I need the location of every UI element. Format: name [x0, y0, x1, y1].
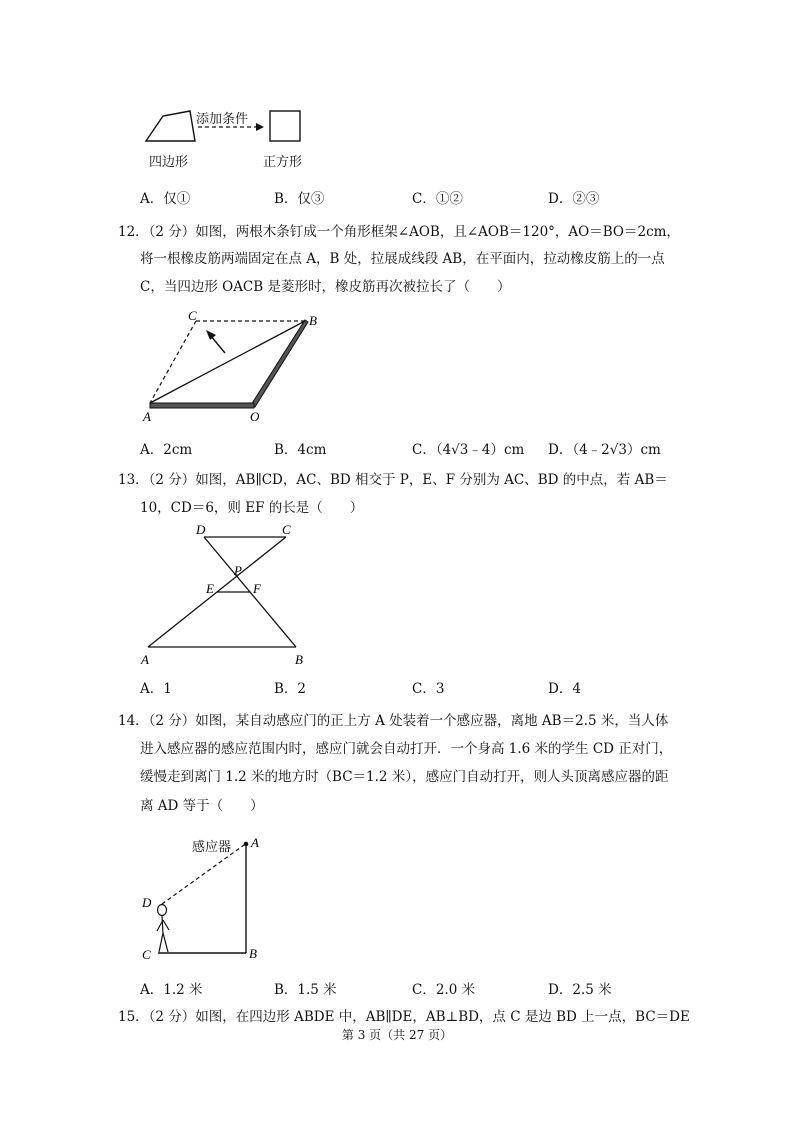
q12-line-3: C，当四边形 OACB 是菱形时，橡皮筋再次被拉长了（ ）: [140, 279, 511, 295]
q14-option-c: C．2.0 米: [412, 982, 476, 998]
q11-option-d: D．②③: [548, 191, 600, 207]
q14-line-2: 进入感应器的感应范围内时，感应门就会自动打开．一个身高 1.6 米的学生 CD 正对门，: [140, 741, 673, 757]
q13-option-a: A．1: [140, 681, 172, 697]
arrow-head-icon: [256, 123, 264, 131]
stick-ao: [150, 403, 254, 408]
sensor-dot-icon: [244, 842, 249, 847]
label-b: B: [249, 946, 257, 961]
quadrilateral-shape: [146, 111, 195, 141]
q12-option-a: A．2cm: [140, 442, 193, 458]
student-figure-icon: [157, 905, 169, 953]
q11-right-label: 正方形: [263, 154, 303, 169]
q13-line-1: 13．（2 分）如图，AB∥CD，AC、BD 相交于 P，E、F 分别为 AC、BD 的中点，若 AB＝: [118, 472, 668, 488]
q12-line-2: 将一根橡皮筋两端固定在点 A，B 处，拉展成线段 AB，在平面内，拉动橡皮筋上的一点: [140, 251, 665, 267]
square-shape: [270, 111, 300, 141]
q13-option-c: C．3: [412, 681, 445, 697]
stick-ob: [251, 320, 308, 407]
label-c: C: [142, 947, 151, 962]
q14-option-b: B．1.5 米: [274, 982, 337, 998]
q14-option-d: D．2.5 米: [548, 982, 612, 998]
label-d: D: [142, 895, 152, 910]
page-footer: 第 3 页（共 27 页）: [341, 1028, 453, 1042]
q14-line-1: 14．（2 分）如图，某自动感应门的正上方 A 处装着一个感应器，离地 AB＝2.5 米，当人体: [118, 713, 669, 729]
q12-option-c: C．（4√3﹣4）cm: [412, 442, 525, 458]
label-b: B: [309, 313, 317, 328]
label-c: C: [188, 308, 197, 323]
q11-option-b: B．仅③: [274, 191, 325, 207]
q12-option-b: B．4cm: [274, 442, 327, 458]
label-c: C: [282, 522, 291, 537]
q13-figure: [138, 522, 318, 670]
q12-option-d: D．（4﹣2√3）cm: [548, 442, 661, 458]
label-a: A: [251, 835, 259, 850]
q14-line-4: 离 AD 等于（ ）: [140, 798, 264, 814]
q11-arrow-label: 添加条件: [196, 111, 249, 126]
q11-left-label: 四边形: [149, 154, 189, 169]
q15-line-1: 15．（2 分）如图，在四边形 ABDE 中，AB∥DE，AB⊥BD，点 C 是边 BD 上一点，BC＝DE: [118, 1009, 690, 1025]
label-e: E: [206, 581, 214, 596]
label-p: P: [234, 563, 242, 578]
q14-line-3: 缓慢走到离门 1.2 米的地方时（BC＝1.2 米），感应门自动打开，则人头顶离感应器的距: [140, 769, 669, 785]
q13-option-d: D．4: [548, 681, 581, 697]
q13-option-b: B．2: [274, 681, 307, 697]
label-o: O: [250, 409, 260, 424]
q12-figure: [140, 308, 330, 426]
q13-line-2: 10，CD＝6，则 EF 的长是（ ）: [140, 500, 364, 516]
label-b: B: [295, 652, 303, 667]
dashed-da: [162, 845, 244, 904]
q14-sensor-label: 感应器: [192, 839, 232, 854]
q11-option-c: C．①②: [412, 191, 463, 207]
label-a: A: [141, 652, 149, 667]
q14-figure: [138, 832, 278, 962]
label-a: A: [143, 409, 151, 424]
label-f: F: [253, 581, 261, 596]
q12-line-1: 12．（2 分）如图，两根木条钉成一个角形框架∠AOB，且∠AOB＝120°，AO＝BO＝2cm，: [118, 224, 680, 240]
q11-option-a: A．仅①: [140, 191, 191, 207]
pull-arrow-head-icon: [206, 330, 216, 340]
label-d: D: [196, 522, 206, 537]
q14-option-a: A．1.2 米: [140, 982, 203, 998]
